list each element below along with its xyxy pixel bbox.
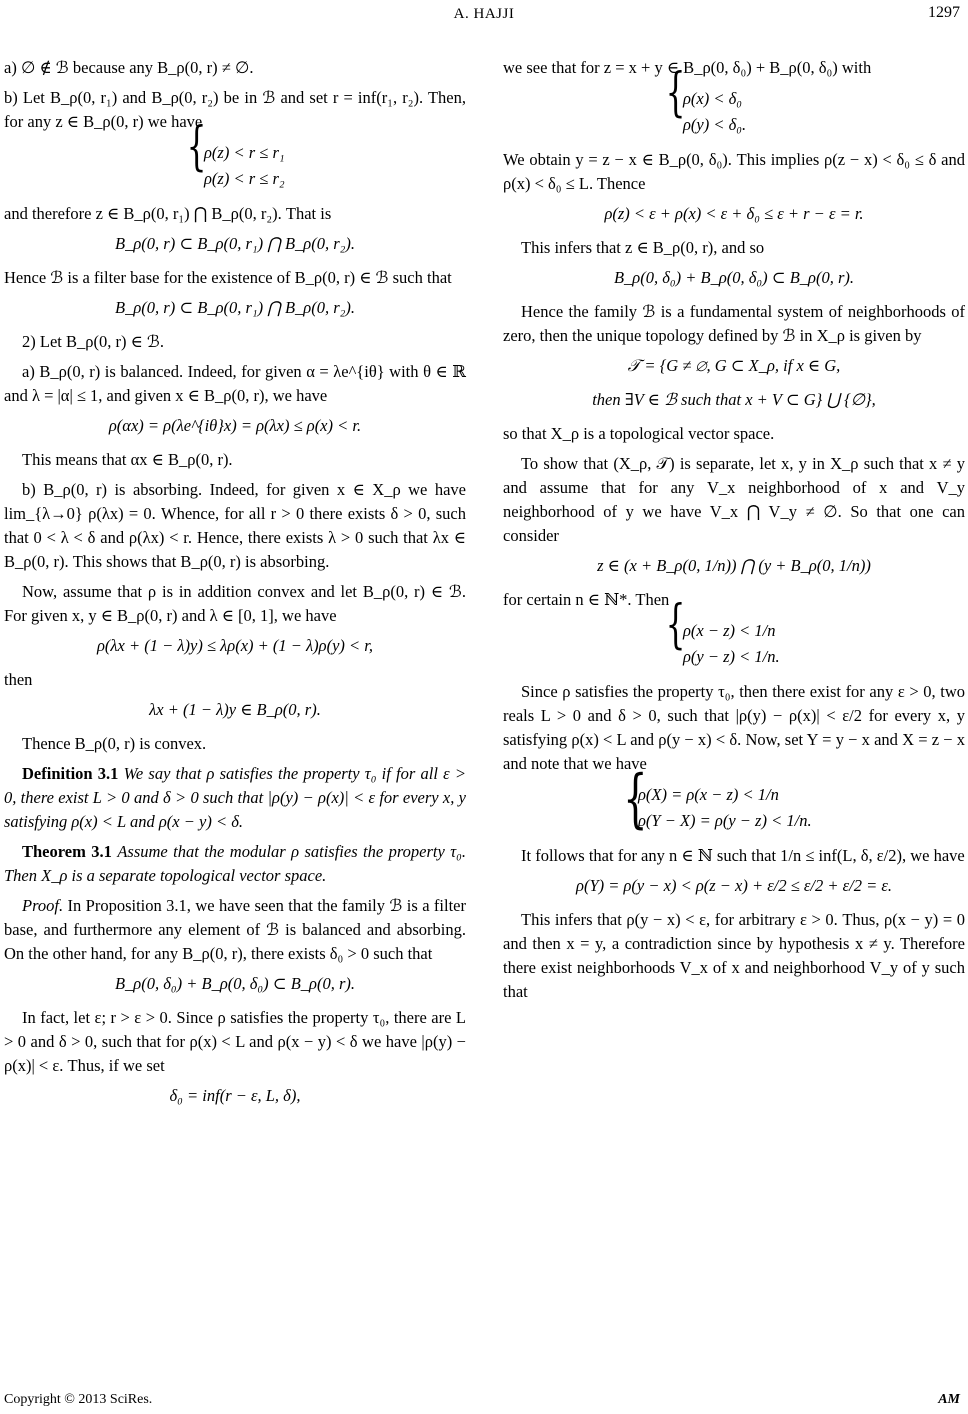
- inequality-system: [503, 86, 965, 138]
- theorem-label: Theorem 3.1: [22, 842, 112, 861]
- paragraph: In fact, let ε; r > ε > 0. Since ρ satisfies the property τ₀, there are L > 0 and δ > 0, such that for ρ(x) < L and ρ(x − y) < δ we have |ρ(y) − ρ(x)| < ε. Thus, if we set: [4, 1008, 466, 1075]
- left-column: [4, 56, 466, 1118]
- system-line: { ρ(z) < r ≤ r₁: [204, 143, 285, 162]
- system-line: { ρ(X) = ρ(x − z) < 1/n: [638, 785, 779, 804]
- paragraph: Since ρ satisfies the property τ₀, then there exist for any ε > 0, two reals L > 0 and δ > 0, such that |ρ(y) − ρ(x)| < ε/2 for every x, y satisfying ρ(x) < L and ρ(y − x) < δ. Now, set Y = y − x and X = z − x and note that we have: [503, 682, 965, 773]
- equation: ρ(Y) = ρ(y − x) < ρ(z − x) + ε/2 ≤ ε/2 + ε/2 = ε.: [576, 876, 892, 895]
- paragraph: Thence B_ρ(0, r) is convex.: [22, 734, 207, 753]
- theorem: [4, 840, 466, 888]
- paragraph: This infers that z ∈ B_ρ(0, r), and so: [521, 238, 765, 257]
- right-column: [503, 56, 965, 1010]
- equation: δ₀ = inf(r − ε, L, δ),: [169, 1086, 301, 1105]
- paragraph: then: [4, 670, 33, 689]
- page-number: 1297: [928, 4, 960, 21]
- definition-text: We say that ρ satisfies the property τ₀ if for all ε > 0, there exist L > 0 and δ > 0 such that |ρ(y) − ρ(x)| < ε for every x, y satisfying ρ(x) < L and ρ(x − y) < δ.: [4, 764, 466, 831]
- equation: B_ρ(0, δ₀) + B_ρ(0, δ₀) ⊂ B_ρ(0, r).: [613, 268, 855, 287]
- paragraph: b) B_ρ(0, r) is absorbing. Indeed, for given x ∈ X_ρ we have lim_{λ→0} ρ(λx) = 0. Whence, for all r > 0 there exists δ > 0, such that 0 < λ < δ and ρ(λx) < r. Hence, there exists λ > 0 such that λx ∈ B_ρ(0, r). This shows that B_ρ(0, r) is absorbing.: [4, 480, 466, 571]
- equation: B_ρ(0, δ₀) + B_ρ(0, δ₀) ⊂ B_ρ(0, r).: [114, 974, 356, 993]
- system-line: ρ(y − z) < 1/n.: [683, 647, 780, 666]
- paragraph: This means that αx ∈ B_ρ(0, r).: [22, 450, 233, 469]
- proof: [4, 894, 466, 966]
- equation: ρ(λx + (1 − λ)y) ≤ λρ(x) + (1 − λ)ρ(y) < r,: [96, 636, 374, 655]
- equation: ρ(z) < ε + ρ(x) < ε + δ₀ ≤ ε + r − ε = r.: [604, 204, 864, 223]
- paragraph: It follows that for any n ∈ ℕ such that 1/n ≤ inf(L, δ, ε/2), we have: [521, 846, 965, 865]
- paragraph: and therefore z ∈ B_ρ(0, r₁) ⋂ B_ρ(0, r₂). That is: [4, 204, 332, 223]
- running-header-author: A. HAJJI: [453, 6, 515, 22]
- paragraph: so that X_ρ is a topological vector space.: [503, 424, 775, 443]
- paragraph: Now, assume that ρ is in addition convex and let B_ρ(0, r) ∈ ℬ. For given x, y ∈ B_ρ(0, r) and λ ∈ [0, 1], we have: [4, 582, 466, 625]
- equation: 𝒯 = {G ≠ ∅, G ⊂ X_ρ, if x ∈ G,: [627, 356, 841, 375]
- paragraph: This infers that ρ(y − x) < ε, for arbitrary ε > 0. Thus, ρ(x − y) = 0 and then x = y, a contradiction since by hypothesis x ≠ y. Therefore there exist neighborhoods V_x of x and neighborhood V_y of y such that: [503, 910, 965, 1001]
- system-line: ρ(z) < r ≤ r₂: [204, 169, 285, 188]
- definition: [4, 762, 466, 834]
- proof-text: In Proposition 3.1, we have seen that the family ℬ is a filter base, and furthermore any element of ℬ is balanced and absorbing. On the other hand, for any B_ρ(0, r), there exists δ₀ > 0 such that: [4, 896, 466, 963]
- inequality-system: [503, 782, 965, 834]
- proof-label: Proof.: [22, 896, 64, 915]
- system-line: { ρ(x) < δ₀: [683, 89, 743, 108]
- system-line: ρ(y) < δ₀.: [683, 115, 747, 134]
- equation: then ∃V ∈ ℬ such that x + V ⊂ G} ⋃ {∅},: [592, 390, 876, 409]
- paragraph: a) B_ρ(0, r) is balanced. Indeed, for given α = λe^{iθ} with θ ∈ ℝ and λ = |α| ≤ 1, and given x ∈ B_ρ(0, r), we have: [4, 362, 466, 405]
- paragraph: a) ∅ ∉ ℬ because any B_ρ(0, r) ≠ ∅.: [4, 58, 254, 77]
- paragraph: b) Let B_ρ(0, r₁) and B_ρ(0, r₂) be in ℬ and set r = inf(r₁, r₂). Then, for any z ∈ B_ρ(0, r) we have: [4, 88, 466, 131]
- paragraph: We obtain y = z − x ∈ B_ρ(0, δ₀). This implies ρ(z − x) < δ₀ ≤ δ and ρ(x) < δ₀ ≤ L. Thence: [503, 150, 965, 193]
- theorem-text: Assume that the modular ρ satisfies the property τ₀. Then X_ρ is a separate topological vector space.: [4, 842, 466, 885]
- paragraph: Hence ℬ is a filter base for the existence of B_ρ(0, r) ∈ ℬ such that: [4, 268, 452, 287]
- definition-label: Definition 3.1: [22, 764, 119, 783]
- paragraph: for certain n ∈ ℕ*. Then: [503, 590, 670, 609]
- equation: λx + (1 − λ)y ∈ B_ρ(0, r).: [149, 700, 321, 719]
- paragraph: 2) Let B_ρ(0, r) ∈ ℬ.: [22, 332, 165, 351]
- inequality-system: [4, 140, 466, 192]
- paragraph: Hence the family ℬ is a fundamental system of neighborhoods of zero, then the unique topology defined by ℬ in X_ρ is given by: [503, 302, 965, 345]
- inequality-system: [503, 618, 965, 670]
- footer-journal: AM: [938, 1392, 960, 1407]
- footer-copyright: Copyright © 2013 SciRes.: [4, 1392, 153, 1407]
- paragraph: To show that (X_ρ, 𝒯) is separate, let x, y in X_ρ such that x ≠ y and assume that for any V_x neighborhood of x and V_y neighborhood of y we have V_x ⋂ V_y ≠ ∅. So that one can consider: [503, 454, 965, 545]
- equation: B_ρ(0, r) ⊂ B_ρ(0, r₁) ⋂ B_ρ(0, r₂).: [115, 234, 355, 253]
- system-line: ρ(Y − X) = ρ(y − z) < 1/n.: [638, 811, 812, 830]
- system-line: { ρ(x − z) < 1/n: [683, 621, 776, 640]
- paragraph: we see that for z = x + y ∈ B_ρ(0, δ₀) + B_ρ(0, δ₀) with: [503, 58, 872, 77]
- equation: z ∈ (x + B_ρ(0, 1/n)) ⋂ (y + B_ρ(0, 1/n)): [597, 556, 871, 575]
- equation: B_ρ(0, r) ⊂ B_ρ(0, r₁) ⋂ B_ρ(0, r₂).: [115, 298, 355, 317]
- equation: ρ(αx) = ρ(λe^{iθ}x) = ρ(λx) ≤ ρ(x) < r.: [108, 416, 362, 435]
